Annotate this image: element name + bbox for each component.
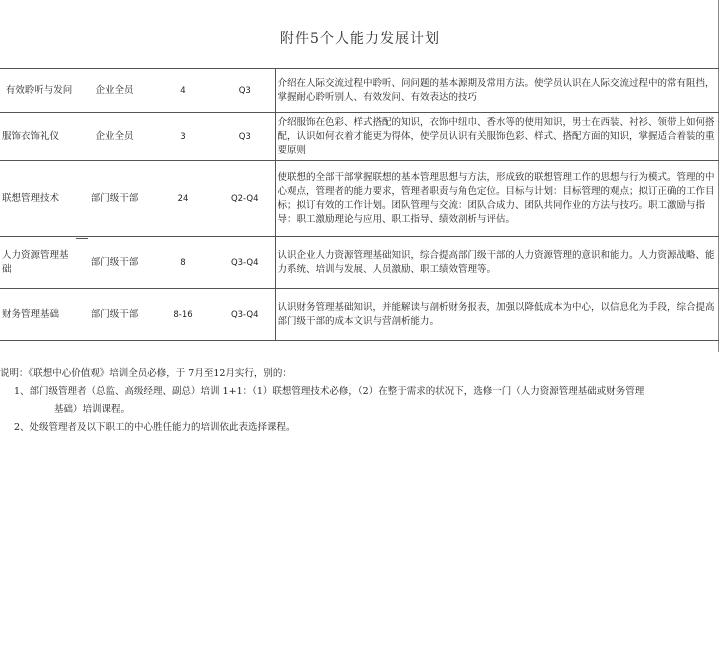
course-name: 财务管理基础 bbox=[0, 289, 78, 341]
hours: 24 bbox=[151, 161, 215, 237]
period: Q3 bbox=[215, 113, 275, 161]
course-name: 联想管理技术 bbox=[0, 161, 78, 237]
hours: 8-16 bbox=[151, 289, 215, 341]
table-row bbox=[0, 161, 719, 237]
hours: 4 bbox=[151, 69, 215, 113]
audience: 部门级干部 bbox=[78, 161, 151, 237]
notes-section bbox=[0, 365, 720, 437]
course-description: 使联想的全部干部掌握联想的基本管理思想与方法，形成致的联想管理工作的思想与行为模式。管理的中心观点，管理者的能力要求，管理者职责与角色定位。目标与计划：目标管理的观点；拟订正确的工作目标；拟订有效的工作计划。团队管理与交流：团队合成力、团队共同作业的方法与技巧。职工激励与指导：职工激励理论与应用、职工指导、绩效剖析与评估。 bbox=[275, 161, 719, 237]
note-item-1-text: 1、部门级管理者（总监、高级经理、副总）培训 1+1：（1）联想管理技术必修，（2）在整于需求的状况下，选修一门（人力资源管理基础或财务管理 bbox=[14, 386, 645, 397]
period: Q3-Q4 bbox=[215, 237, 275, 289]
course-description: 介绍服饰在色彩、样式搭配的知识，衣饰中纽巾、香水等的使用知识，男士在西装、衬衫、领带上如何搭配，认识如何衣着才能更为得体，使学员认识有关服饰色彩、样式、搭配方面的知识，掌握适合着装的重要原则 bbox=[275, 113, 719, 161]
training-plan-table bbox=[0, 68, 719, 341]
table-row bbox=[0, 289, 719, 341]
audience: 部门级干部 bbox=[78, 289, 151, 341]
audience: 企业全员 bbox=[78, 113, 151, 161]
audience: 企业全员 bbox=[78, 69, 151, 113]
hours: 8 bbox=[151, 237, 215, 289]
period: Q3-Q4 bbox=[215, 289, 275, 341]
table-row bbox=[0, 113, 719, 161]
page-title: 附件5个人能力发展计划 bbox=[280, 31, 440, 47]
note-item-1 bbox=[0, 383, 720, 419]
period: Q3 bbox=[215, 69, 275, 113]
note-item-2: 2、处级管理者及以下职工的中心胜任能力的培训依此表选择课程。 bbox=[14, 422, 296, 433]
course-description: 介绍在人际交流过程中聆听、问问题的基本源期及常用方法。使学员认识在人际交流过程中的常有阻挡，掌握耐心聆听别人、有效发问、有效表达的技巧 bbox=[275, 69, 719, 113]
course-name: 服饰衣饰礼仪 bbox=[0, 113, 78, 161]
divider-mark bbox=[76, 238, 88, 239]
course-name: 人力资源管理基础 bbox=[0, 237, 78, 289]
course-description: 认识企业人力资源管理基础知识，综合提高部门级干部的人力资源管理的意识和能力。人力资源战略、能力系统、培训与发展、人员激励、职工绩效管理等。 bbox=[275, 237, 719, 289]
table-row bbox=[0, 237, 719, 289]
note-item-1-continuation: 基础）培训课程。 bbox=[54, 404, 131, 415]
course-name: 有效聆听与发问 bbox=[0, 69, 78, 113]
table-row bbox=[0, 69, 719, 113]
period: Q2-Q4 bbox=[215, 161, 275, 237]
course-description: 认识财务管理基础知识，并能解读与剖析财务报表，加强以降低成本为中心，以信息化为手段，综合提高部门级干部的成本文识与营剖析能力。 bbox=[275, 289, 719, 341]
note-intro: 说明：《联想中心价值观》培训全员必修，于 7月至12月实行，别的： bbox=[0, 368, 292, 379]
audience: 部门级干部 bbox=[78, 237, 151, 289]
hours: 3 bbox=[151, 113, 215, 161]
